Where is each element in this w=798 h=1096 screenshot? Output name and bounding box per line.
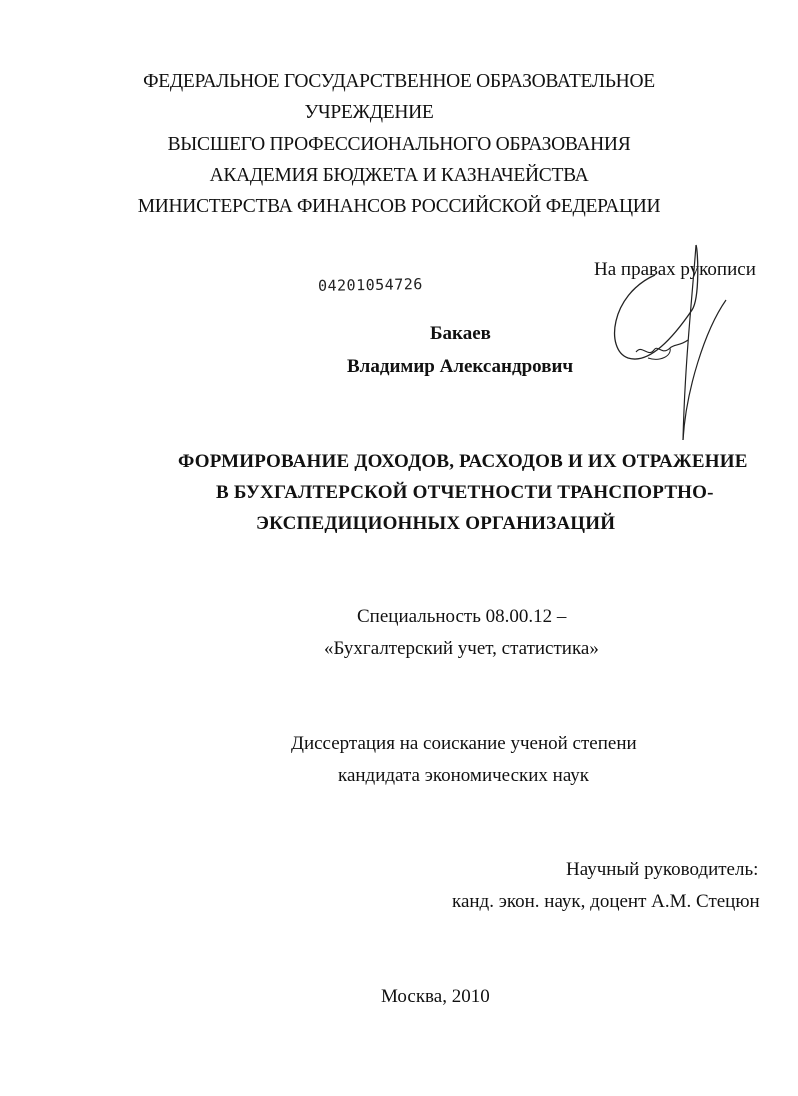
- rights-note: На правах рукописи: [594, 259, 756, 280]
- title-line-2: В БУХГАЛТЕРСКОЙ ОТЧЕТНОСТИ ТРАНСПОРТНО-: [216, 482, 714, 503]
- supervisor-name: канд. экон. наук, доцент А.М. Стецюн: [452, 891, 760, 912]
- place-year: Москва, 2010: [381, 986, 490, 1007]
- registration-stamp-number: 04201054726: [317, 275, 423, 295]
- title-line-3: ЭКСПЕДИЦИОННЫХ ОРГАНИЗАЦИЙ: [256, 513, 616, 534]
- supervisor-label: Научный руководитель:: [566, 859, 759, 880]
- handwritten-signature: [600, 240, 740, 450]
- institution-line-4: АКАДЕМИЯ БЮДЖЕТА И КАЗНАЧЕЙСТВА: [209, 165, 589, 186]
- specialty-line-2: «Бухгалтерский учет, статистика»: [324, 638, 599, 659]
- dissertation-line-1: Диссертация на соискание ученой степени: [291, 733, 637, 754]
- specialty-line-1: Специальность 08.00.12 –: [357, 606, 567, 627]
- institution-line-1: ФЕДЕРАЛЬНОЕ ГОСУДАРСТВЕННОЕ ОБРАЗОВАТЕЛЬНОЕ: [143, 71, 655, 92]
- title-line-1: ФОРМИРОВАНИЕ ДОХОДОВ, РАСХОДОВ И ИХ ОТРАЖЕНИЕ: [178, 451, 748, 472]
- dissertation-line-2: кандидата экономических наук: [338, 765, 590, 786]
- institution-line-5: МИНИСТЕРСТВА ФИНАНСОВ РОССИЙСКОЙ ФЕДЕРАЦИИ: [137, 196, 661, 217]
- author-name: Владимир Александрович: [347, 356, 574, 377]
- institution-line-3: ВЫСШЕГО ПРОФЕССИОНАЛЬНОГО ОБРАЗОВАНИЯ: [167, 134, 631, 155]
- author-surname: Бакаев: [430, 323, 491, 344]
- institution-line-2: УЧРЕЖДЕНИЕ: [304, 102, 434, 123]
